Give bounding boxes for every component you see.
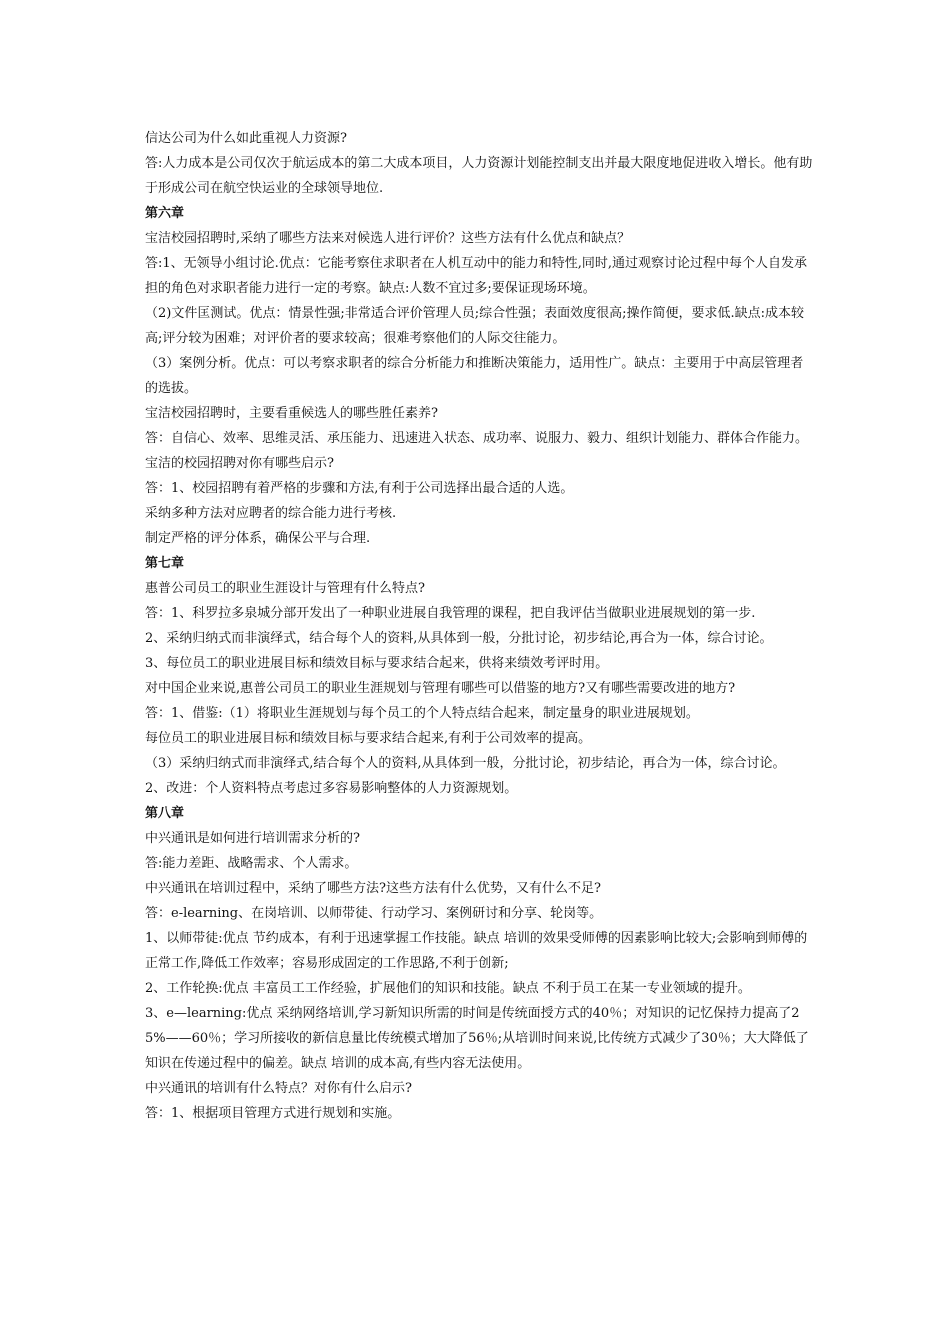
text-paragraph: 3、每位员工的职业进展目标和绩效目标与要求结合起来，供将来绩效考评时用。 (145, 656, 609, 671)
text-paragraph: 答：1、校园招聘有着严格的步骤和方法,有利于公司选择出最合适的人选。 (145, 481, 574, 496)
chapter-heading: 第七章 (145, 556, 185, 571)
text-paragraph: 答:人力成本是公司仅次于航运成本的第二大成本项目，人力资源计划能控制支出并最大限度地促进收入增长。他有助于形成公司在航空快运业的全球领导地位. (145, 156, 813, 196)
document-page (145, 126, 813, 1126)
text-paragraph: 制定严格的评分体系，确保公平与合理. (145, 531, 371, 546)
text-paragraph: 中兴通讯的培训有什么特点？对你有什么启示? (145, 1081, 412, 1096)
text-paragraph: 采纳多种方法对应聘者的综合能力进行考核. (145, 506, 397, 521)
text-paragraph: 答:1、无领导小组讨论.优点：它能考察住求职者在人机互动中的能力和特性,同时,通过观察讨论过程中每个人自发承担的角色对求职者能力进行一定的考察。缺点:人数不宜过多;要保证现场环境。 (145, 256, 808, 296)
chapter-heading: 第八章 (145, 806, 185, 821)
text-paragraph: 宝洁的校园招聘对你有哪些启示? (145, 456, 334, 471)
text-paragraph: 3、e—learning:优点 采纳网络培训,学习新知识所需的时间是传统面授方式的40％；对知识的记忆保持力提高了25%——60％；学习所接收的新信息量比传统模式增加了56％;从培训时间来说,比传统方式减少了30％；大大降低了知识在传递过程中的偏差。缺点 培训的成本高,有些内容无法使用。 (145, 1006, 809, 1071)
text-paragraph: 中兴通讯是如何进行培训需求分析的? (145, 831, 360, 846)
text-paragraph: 2、工作轮换:优点 丰富员工工作经验，扩展他们的知识和技能。缺点 不利于员工在某一专业领域的提升。 (145, 981, 751, 996)
text-paragraph: 答：e-learning、在岗培训、以师带徒、行动学习、案例研讨和分享、轮岗等。 (145, 906, 603, 921)
text-paragraph: 每位员工的职业进展目标和绩效目标与要求结合起来,有利于公司效率的提高。 (145, 731, 592, 746)
text-paragraph: 1、以师带徒:优点 节约成本，有利于迅速掌握工作技能。缺点 培训的效果受师傅的因素影响比较大;会影响到师傅的正常工作,降低工作效率；容易形成固定的工作思路,不利于创新; (145, 931, 808, 971)
text-paragraph: 答：自信心、效率、思维灵活、承压能力、迅速进入状态、成功率、说服力、毅力、组织计划能力、群体合作能力。 (145, 431, 809, 446)
text-paragraph: 信达公司为什么如此重视人力资源? (145, 131, 347, 146)
text-paragraph: 2、改进：个人资料特点考虑过多容易影响整体的人力资源规划。 (145, 781, 518, 796)
text-paragraph: 惠普公司员工的职业生涯设计与管理有什么特点? (145, 581, 425, 596)
text-paragraph: 答：1、根据项目管理方式进行规划和实施。 (145, 1106, 401, 1121)
text-paragraph: （2)文件匡测试。优点：情景性强;非常适合评价管理人员;综合性强；表面效度很高;操作简便，要求低.缺点:成本较高;评分较为困难；对评价者的要求较高；很难考察他们的人际交往能力。 (145, 306, 804, 346)
chapter-heading: 第六章 (145, 206, 185, 221)
text-paragraph: 2、采纳归纳式而非演绎式，结合每个人的资料,从具体到一般，分批讨论，初步结论,再合为一体，综合讨论。 (145, 631, 773, 646)
text-paragraph: 宝洁校园招聘时，主要看重候选人的哪些胜任素养? (145, 406, 438, 421)
text-paragraph: 答：1、科罗拉多泉城分部开发出了一种职业进展自我管理的课程，把自我评估当做职业进展规划的第一步. (145, 606, 756, 621)
text-paragraph: 中兴通讯在培训过程中，采纳了哪些方法?这些方法有什么优势，又有什么不足? (145, 881, 601, 896)
text-paragraph: 对中国企业来说,惠普公司员工的职业生涯规划与管理有哪些可以借鉴的地方?又有哪些需要改进的地方? (145, 681, 736, 696)
text-paragraph: 答:能力差距、战略需求、个人需求。 (145, 856, 358, 871)
text-paragraph: 答：1、借鉴:（1）将职业生涯规划与每个员工的个人特点结合起来，制定量身的职业进展规划。 (145, 706, 699, 721)
text-paragraph: （3）采纳归纳式而非演绎式,结合每个人的资料,从具体到一般，分批讨论，初步结论，再合为一体，综合讨论。 (145, 756, 786, 771)
text-paragraph: （3）案例分析。优点：可以考察求职者的综合分析能力和推断决策能力，适用性广。缺点：主要用于中高层管理者的选拔。 (145, 356, 804, 396)
text-paragraph: 宝洁校园招聘时,采纳了哪些方法来对候选人进行评价？这些方法有什么优点和缺点？ (145, 231, 631, 246)
